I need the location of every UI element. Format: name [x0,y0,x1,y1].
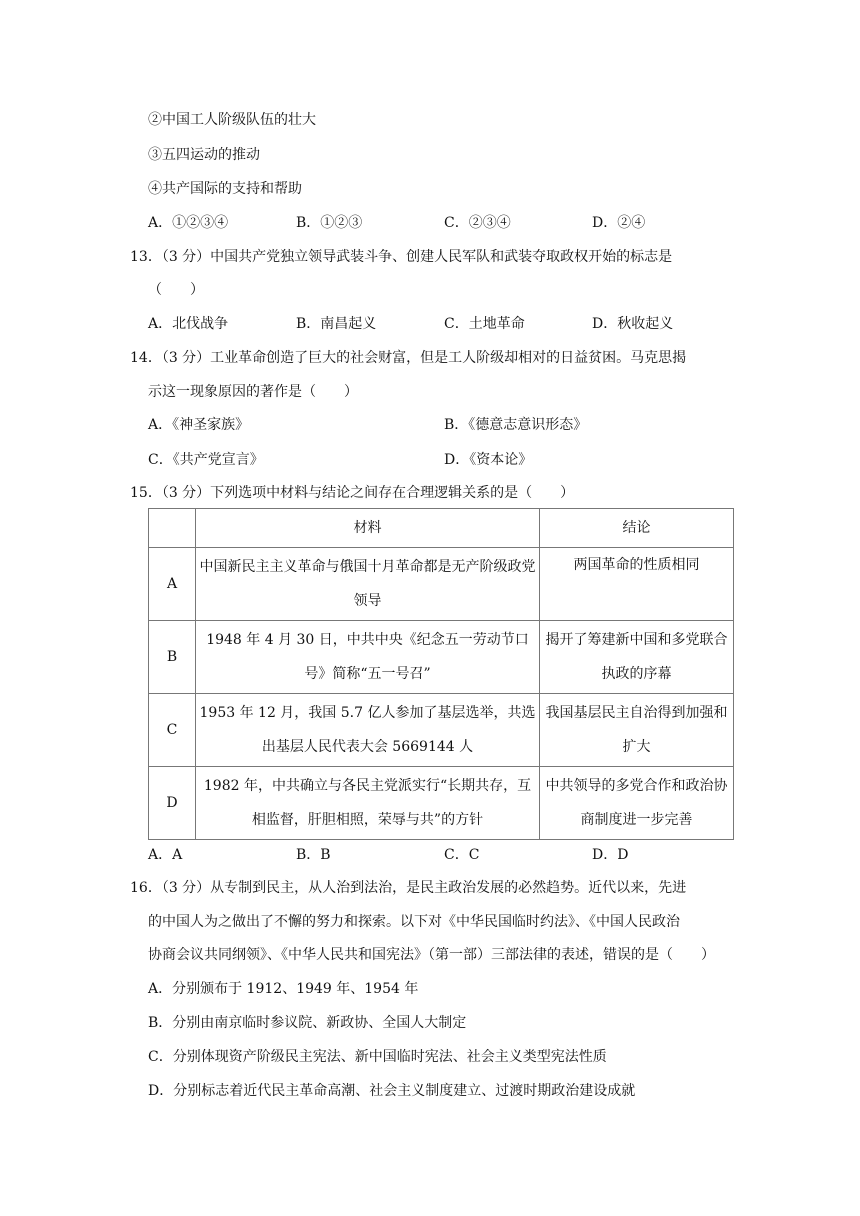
q15-option-a: A．A [148,847,183,863]
q12-option-a: A．①②③④ [148,215,229,231]
q15-table [148,508,734,840]
row-label: B [149,621,196,694]
row-conclusion-text: 中共领导的多党合作和政治协商制度进一步完善 [545,778,728,828]
q16-option-d: D．分别标志着近代民主革命高潮、社会主义制度建立、过渡时期政治建设成就 [148,1083,636,1099]
table-header-material: 材料 [196,509,540,548]
q12-option-d: D．②④ [592,215,646,231]
q13-stem-line2: （ ） [148,282,204,298]
row-conclusion [540,548,734,621]
row-material [196,621,540,694]
row-label: C [149,694,196,767]
q14-stem-line2: 示这一现象原因的著作是（ ） [148,384,358,400]
q15-stem: 15．（3 分）下列选项中材料与结论之间存在合理逻辑关系的是（ ） [130,485,575,501]
q14-option-d: D．《资本论》 [444,452,533,468]
q16-option-a: A．分别颁布于 1912、1949 年、1954 年 [148,981,419,997]
table-row [149,621,734,694]
row-material [196,548,540,621]
row-material [196,767,540,840]
q14-option-c: C．《共产党宣言》 [148,452,264,468]
q12-item-2: ②中国工人阶级队伍的壮大 [148,112,316,128]
q16-option-b: B．分别由南京临时参议院、新政协、全国人大制定 [148,1015,467,1031]
table-row [149,767,734,840]
q16-option-c: C．分别体现资产阶级民主宪法、新中国临时宪法、社会主义类型宪法性质 [148,1049,607,1065]
table-header-conclusion: 结论 [540,509,734,548]
q15-option-c: C．C [444,847,480,863]
q16-stem-line1: 16．（3 分）从专制到民主，从人治到法治，是民主政治发展的必然趋势。近代以来，先进 [130,880,687,896]
row-conclusion [540,621,734,694]
row-material [196,694,540,767]
row-conclusion [540,694,734,767]
row-conclusion-text: 揭开了筹建新中国和多党联合执政的序幕 [545,632,728,682]
q13-option-b: B．南昌起义 [296,316,377,332]
q14-option-b: B．《德意志意识形态》 [444,417,588,433]
table-row [149,548,734,621]
row-conclusion-text: 我国基层民主自治得到加强和扩大 [545,705,728,755]
q14-stem-line1: 14．（3 分）工业革命创造了巨大的社会财富，但是工人阶级却相对的日益贫困。马克思揭 [130,350,687,366]
table-header-row [149,509,734,548]
row-conclusion-text: 两国革命的性质相同 [573,557,700,573]
q13-option-a: A．北伐战争 [148,316,229,332]
q12-option-c: C．②③④ [444,215,511,231]
q16-stem-line2: 的中国人为之做出了不懈的努力和探索。以下对《中华民国临时约法》、《中国人民政治 [148,914,680,930]
row-conclusion [540,767,734,840]
q12-item-4: ④共产国际的支持和帮助 [148,181,302,197]
q13-option-d: D．秋收起义 [592,316,674,332]
q12-option-b: B．①②③ [296,215,363,231]
table-header-blank [149,509,196,548]
row-label: D [149,767,196,840]
q16-stem-line3: 协商会议共同纲领》、《中华人民共和国宪法》（第一部）三部法律的表述，错误的是（ ） [148,947,715,963]
q14-option-a: A．《神圣家族》 [148,417,250,433]
row-label: A [149,548,196,621]
q15-option-d: D．D [592,847,629,863]
table-row [149,694,734,767]
q12-item-3: ③五四运动的推动 [148,147,260,163]
row-material-text: 1948 年 4 月 30 日，中共中央《纪念五一劳动节口号》简称“五一号召” [206,632,529,682]
row-material-text: 1953 年 12 月，我国 5.7 亿人参加了基层选举，共选出基层人民代表大会 5669144 人 [199,705,536,755]
q13-option-c: C．土地革命 [444,316,525,332]
q15-option-b: B．B [296,847,331,863]
row-material-text: 中国新民主主义革命与俄国十月革命都是无产阶级政党领导 [199,559,536,609]
row-material-text: 1982 年，中共确立与各民主党派实行“长期共存，互相监督，肝胆相照，荣辱与共”的方针 [203,778,532,828]
q13-stem-line1: 13．（3 分）中国共产党独立领导武装斗争、创建人民军队和武装夺取政权开始的标志是 [130,249,673,265]
